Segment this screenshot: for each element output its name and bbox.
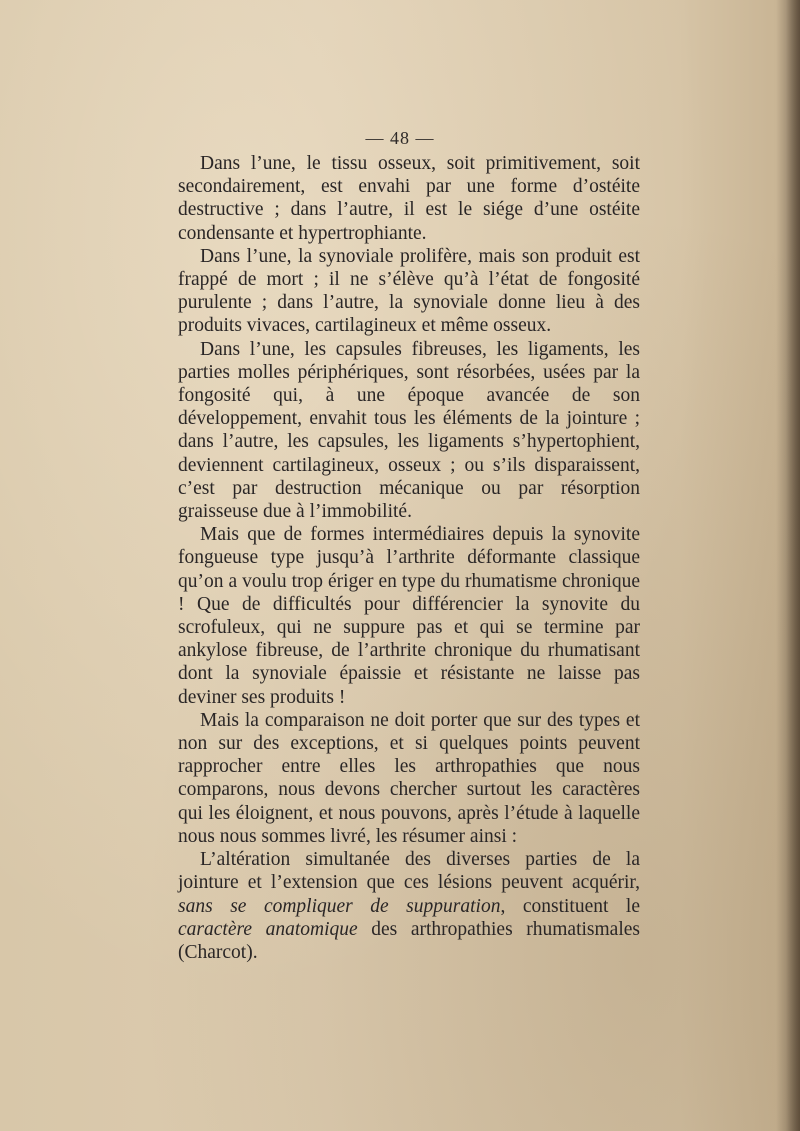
page-number: — 48 — [365,128,435,148]
paragraph-4: Mais que de formes intermédiaires depuis la synovite fongueuse type jusqu’à l’arthrite déformante classique qu’on a voulu trop ériger en type du rhumatisme chronique ! Que de difficultés pour différencier la synovite du scrofuleux, qui ne suppure pas et qui se termine par ankylose fibreuse, de l’arthrite chronique du rhumatisant dont la synoviale épaissie et résistante ne laisse pas deviner ses produits ! [178,524,640,708]
paragraph-5: Mais la comparaison ne doit porter que sur des types et non sur des exceptions, et si quelques points peuvent rapprocher entre elles les arthropathies que nous comparons, nous devons chercher surtout les caractères qui les éloignent, et nous pouvons, après l’étude à laquelle nous nous sommes livré, les résumer ainsi : [178,709,640,847]
paragraph-6-text-c: des arthropathies rhumatismales (Charcot). [178,918,640,963]
paragraph-6-italic-a: sans se compliquer de suppuration [178,895,501,917]
page-edge-shadow [786,0,800,1131]
paragraph-3: Dans l’une, les capsules fibreuses, les ligaments, les parties molles périphériques, sont résorbées, usées par la fongosité qui, à une époque avancée de son développement, envahit tous les éléments de la jointure ; dans l’autre, les capsules, les ligaments s’hypertophient, deviennent cartilagineux, osseux ; ou s’ils disparaissent, c’est par destruction mécanique ou par résorption graisseuse due à l’immobilité. [178,338,640,523]
paragraph-6-italic-b: caractère anatomique [178,918,358,940]
paragraph-6-text-b: , constituent le [500,895,640,917]
paragraph-6-text-a: L’altération simultanée des diverses parties de la jointure et l’extension que ces lésions peuvent acquérir, [178,849,640,894]
paragraph-1: Dans l’une, le tissu osseux, soit primitivement, soit secondairement, est envahi par une forme d’ostéite destructive ; dans l’autre, il est le siége d’une ostéite condensante et hypertrophiante. [178,153,640,244]
body-text [178,152,640,964]
paragraph-6 [178,848,640,964]
paragraph-2: Dans l’une, la synoviale prolifère, mais son produit est frappé de mort ; il ne s’élève qu’à l’état de fongosité purulente ; dans l’autre, la synoviale donne lieu à des produits vivaces, cartilagineux et même osseux. [178,245,640,337]
